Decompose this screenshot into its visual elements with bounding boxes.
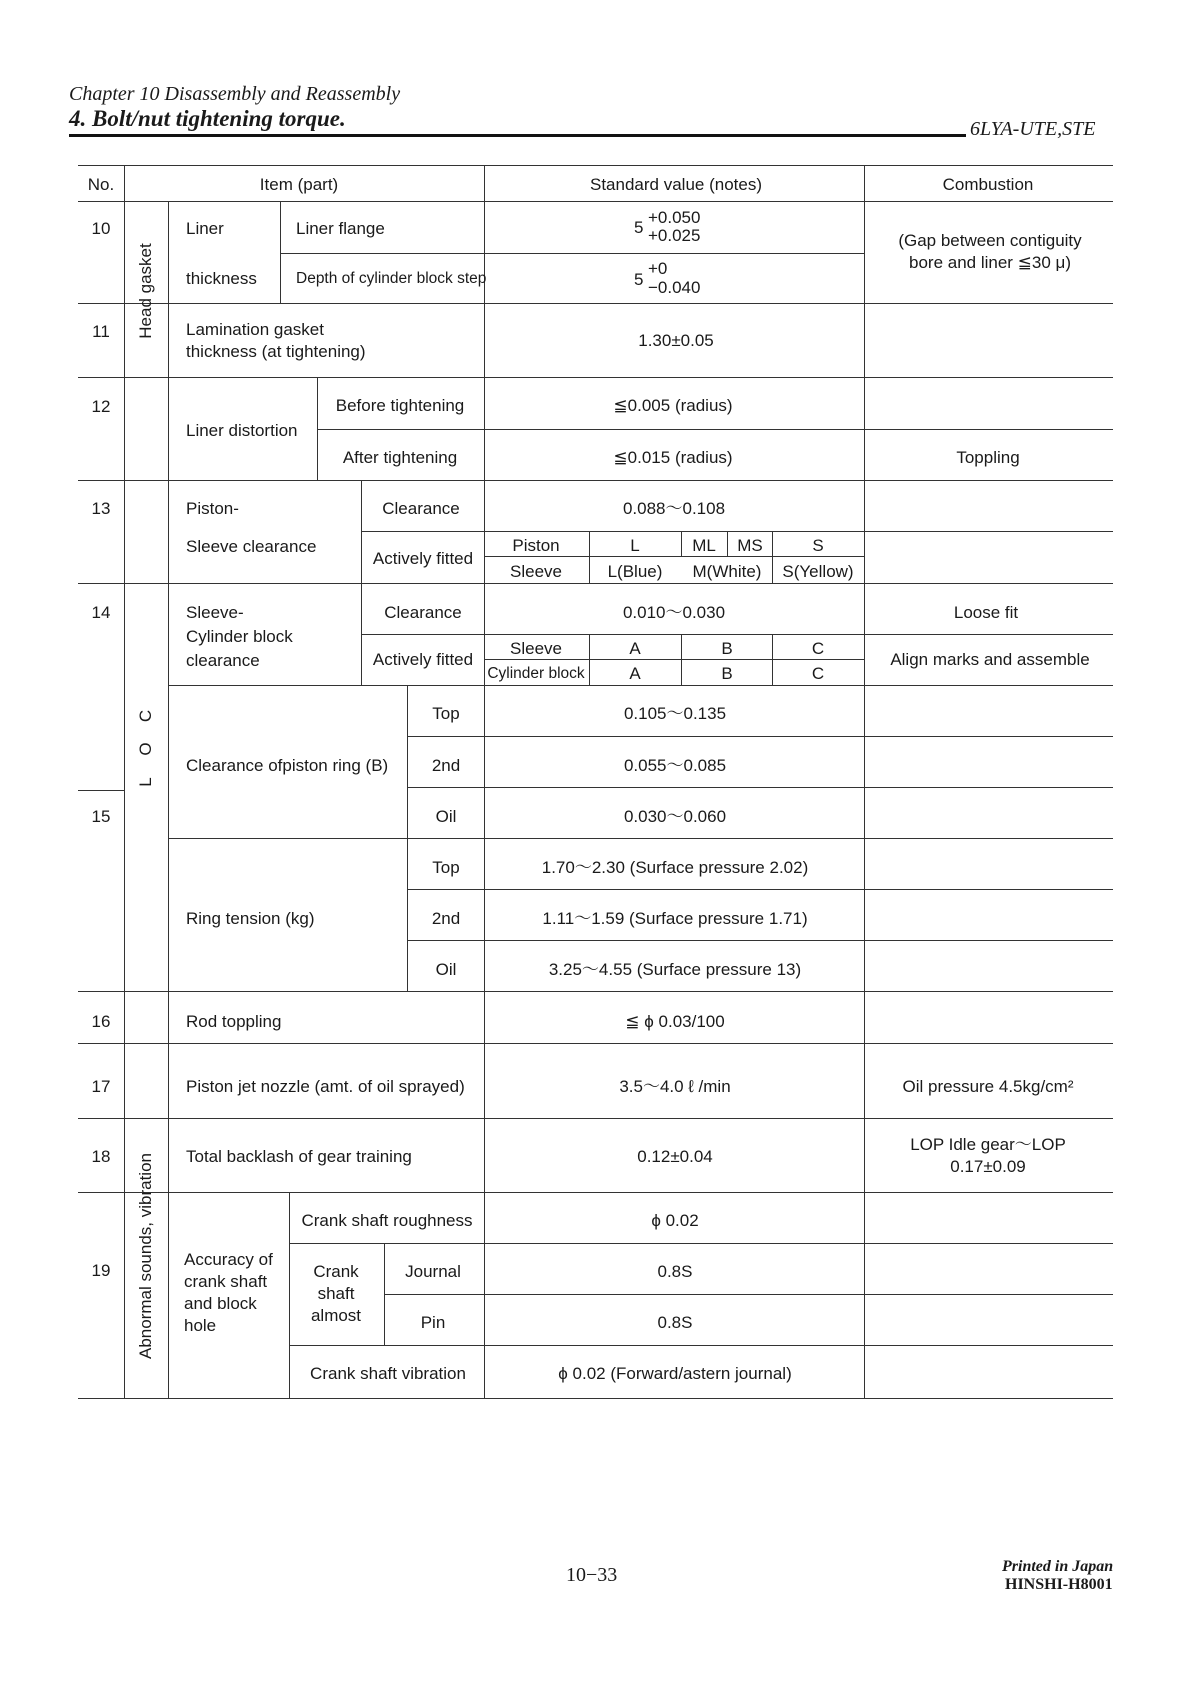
group-abnormal-sounds: Abnormal sounds, vibration — [136, 1152, 155, 1360]
value: 0.010〜0.030 — [622, 603, 726, 622]
grid-cell: ML — [692, 536, 716, 555]
row-no: 13 — [91, 499, 111, 518]
sub-item: almost — [310, 1306, 362, 1325]
item-label: Piston jet nozzle (amt. of oil sprayed) — [186, 1077, 465, 1096]
item-label: Liner distortion — [186, 421, 298, 440]
grid-cell: S(Yellow) — [782, 562, 854, 581]
item-label: Clearance ofpiston ring (B) — [186, 756, 389, 775]
row-no: 14 — [91, 603, 111, 622]
group-loc-l: L — [136, 777, 155, 787]
sub-item: Clearance — [382, 499, 460, 518]
sub-item: 2nd — [431, 756, 461, 775]
item-label: Total backlash of gear training — [186, 1147, 412, 1166]
page-number: 10−33 — [566, 1564, 618, 1586]
row-no: 17 — [91, 1077, 111, 1096]
value-base: 5 — [634, 218, 644, 237]
printed-in: Printed in Japan — [1002, 1558, 1114, 1575]
value-tol-upper: +0 — [648, 259, 668, 278]
item-label: Sleeve clearance — [186, 537, 317, 556]
value-tol-lower: +0.025 — [648, 226, 701, 245]
remark: bore and liner ≦30 μ) — [908, 253, 1072, 272]
row-no: 18 — [91, 1147, 111, 1166]
grid-cell: L(Blue) — [607, 562, 663, 581]
value: 3.5〜4.0 ℓ /min — [619, 1077, 731, 1096]
value: 0.055〜0.085 — [623, 756, 727, 775]
remark: Toppling — [956, 448, 1020, 467]
sub-item: Top — [432, 858, 460, 877]
item-label: Sleeve- — [186, 603, 244, 622]
sub-item: After tightening — [342, 448, 458, 467]
header-rule — [69, 134, 966, 137]
sub-item: Oil — [435, 960, 457, 979]
section-title: 4. Bolt/nut tightening torque. — [69, 106, 346, 131]
value: 3.25〜4.55 (Surface pressure 13) — [548, 960, 802, 979]
col-header-no: No. — [87, 175, 115, 194]
value: 0.8S — [657, 1262, 693, 1281]
sub-item: Clearance — [384, 603, 462, 622]
sub-item: Crank shaft roughness — [301, 1211, 473, 1230]
value: ϕ 0.02 — [651, 1211, 699, 1230]
sub-item: Top — [432, 704, 460, 723]
grid-cell: S — [812, 536, 824, 555]
sub-item: shaft — [317, 1284, 355, 1303]
grid-cell: Cylinder block — [487, 665, 585, 682]
col-header-remark: Combustion — [942, 175, 1034, 194]
value: ≦ ϕ 0.03/100 — [625, 1012, 725, 1031]
grid-cell: M(White) — [692, 562, 762, 581]
sub-item: Pin — [420, 1313, 446, 1332]
row-no: 19 — [91, 1261, 111, 1280]
item-label: clearance — [186, 651, 260, 670]
sub-item: Oil — [435, 807, 457, 826]
row-no: 10 — [91, 219, 111, 238]
remark: (Gap between contiguity — [898, 231, 1082, 250]
sub-item: 2nd — [431, 909, 461, 928]
grid-cell: Sleeve — [510, 562, 562, 581]
value: 0.030〜0.060 — [623, 807, 727, 826]
group-head-gasket: Head gasket — [136, 243, 155, 339]
value: 0.8S — [657, 1313, 693, 1332]
value: 1.70〜2.30 (Surface pressure 2.02) — [541, 858, 809, 877]
value: ≦0.015 (radius) — [613, 448, 733, 467]
chapter-title: Chapter 10 Disassembly and Reassembly — [69, 83, 401, 105]
sub-item: Crank shaft vibration — [310, 1364, 466, 1383]
grid-cell: Sleeve — [510, 639, 562, 658]
sub-item: Liner flange — [296, 219, 385, 238]
item-label: hole — [184, 1316, 217, 1335]
grid-cell: C — [811, 639, 825, 658]
item-label: thickness — [186, 269, 257, 288]
grid-cell: A — [629, 639, 641, 658]
value-tol-lower: −0.040 — [648, 278, 701, 297]
group-loc-o: O — [136, 742, 155, 756]
value-base: 5 — [634, 270, 644, 289]
model-name: 6LYA-UTE,STE — [970, 118, 1096, 140]
row-no: 12 — [91, 397, 111, 416]
grid-cell: B — [721, 664, 733, 683]
item-label: Lamination gasket — [186, 320, 324, 339]
sub-item: Crank — [313, 1262, 359, 1281]
row-no: 11 — [92, 322, 110, 341]
value: 0.12±0.04 — [637, 1147, 713, 1166]
value-tol-upper: +0.050 — [648, 208, 701, 227]
group-loc-c: C — [136, 709, 155, 723]
item-label: Accuracy of — [184, 1250, 273, 1269]
grid-cell: A — [629, 664, 641, 683]
grid-cell: C — [811, 664, 825, 683]
grid-cell: B — [721, 639, 733, 658]
item-label: Rod toppling — [186, 1012, 282, 1031]
sub-item: Before tightening — [335, 396, 465, 415]
sub-item: Journal — [405, 1262, 461, 1281]
grid-cell: L — [630, 536, 640, 555]
value: 0.088〜0.108 — [622, 499, 726, 518]
col-header-standard: Standard value (notes) — [590, 175, 762, 194]
item-label: Cylinder block — [186, 627, 293, 646]
remark: Oil pressure 4.5kg/cm² — [902, 1077, 1074, 1096]
item-label: crank shaft — [184, 1272, 268, 1291]
row-no: 15 — [91, 807, 111, 826]
value: 1.11〜1.59 (Surface pressure 1.71) — [542, 909, 808, 928]
item-label: thickness (at tightening) — [186, 342, 366, 361]
grid-cell: MS — [737, 536, 763, 555]
value: ϕ 0.02 (Forward/astern journal) — [558, 1364, 792, 1383]
value: 1.30±0.05 — [638, 331, 714, 350]
remark: 0.17±0.09 — [950, 1157, 1026, 1176]
sub-item: Actively fitted — [372, 549, 474, 568]
remark: LOP Idle gear〜LOP — [910, 1135, 1066, 1154]
item-label: Liner — [186, 219, 224, 238]
remark: Align marks and assemble — [890, 650, 1090, 669]
value: 0.105〜0.135 — [623, 704, 727, 723]
item-label: Piston- — [186, 499, 239, 518]
remark: Loose fit — [953, 603, 1019, 622]
grid-cell: Piston — [512, 536, 560, 555]
item-label: Ring tension (kg) — [186, 909, 315, 928]
value: ≦0.005 (radius) — [613, 396, 733, 415]
document-code: HINSHI-H8001 — [1005, 1576, 1113, 1593]
col-header-item: Item (part) — [259, 175, 339, 194]
sub-item: Actively fitted — [372, 650, 474, 669]
row-no: 16 — [91, 1012, 111, 1031]
item-label: and block — [184, 1294, 257, 1313]
sub-item: Depth of cylinder block step — [296, 270, 487, 287]
